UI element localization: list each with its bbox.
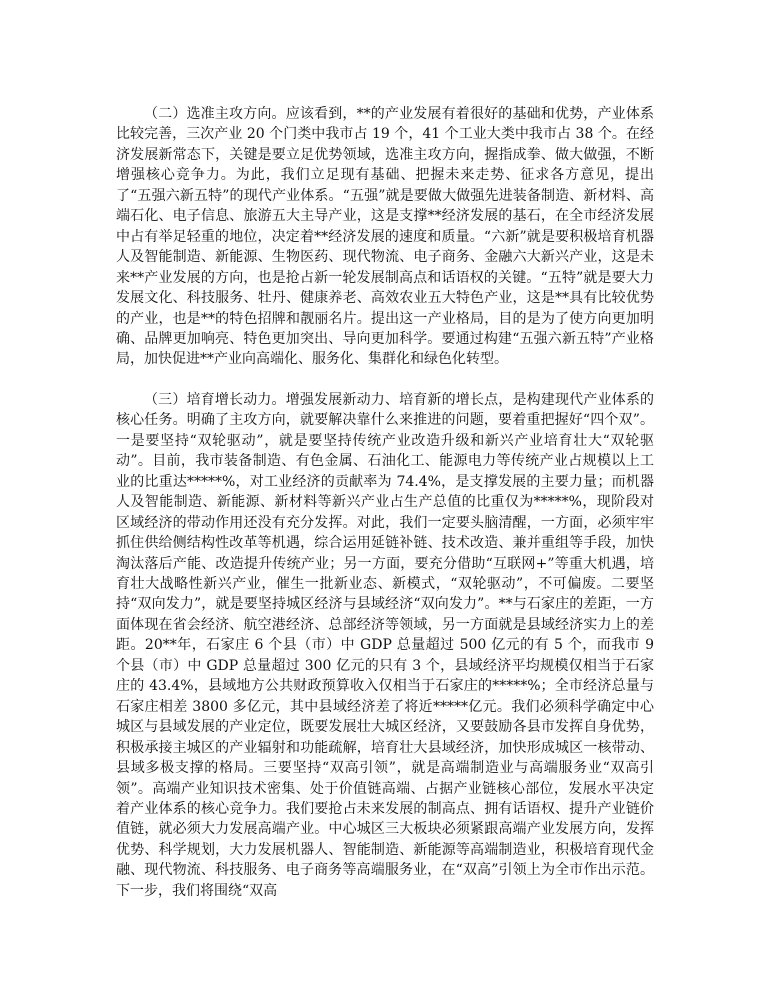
paragraph-growth-momentum: （三）培育增长动力。增强发展新动力、培育新的增长点，是构建现代产业体系的核心任务。明确了主攻方向，就要解决靠什么来推进的问题，要着重把握好“四个双”。一是要坚持“双轮驱动”，就是要坚持传统产业改造升级和新兴产业培育壮大“双轮驱动”。目前，我市装备制造、有色金属、石油化工、能源电力等传统产业占规模以上工业的比重达*****%，对工业经济的贡献率为 74.4%，是支撑发展的主要力量；而机器人及智能制造、新能源、新材料等新兴产业占生产总值的比重仅为*****%，现阶段对区域经济的带动作用还没有充分发挥。对此，我们一定要头脑清醒，一方面，必须牢牢抓住供给侧结构性改革等机遇，综合运用延链补链、技术改造、兼并重组等手段，加快淘汰落后产能、改造提升传统产业；另一方面，要充分借助“互联网+”等重大机遇，培育壮大战略性新兴产业，催生一批新业态、新模式，“双轮驱动”，不可偏废。二要坚持“双向发力”，就是要坚持城区经济与县域经济“双向发力”。**与石家庄的差距，一方面体现在省会经济、航空港经济、总部经济等领域，另一方面就是县域经济实力上的差距。20**年，石家庄 6 个县（市）中 GDP 总量超过 500 亿元的有 5 个，而我市 9 个县（市）中 GDP 总量超过 300 亿元的只有 3 个，县域经济平均规模仅相当于石家庄的 43.4%，县域地方公共财政预算收入仅相当于石家庄的*****%；全市经济总量与石家庄相差 3800 多亿元，其中县域经济差了将近*****亿元。我们必须科学确定中心城区与县域发展的产业定位，既要发展壮大城区经济，又要鼓励各县市发挥自身优势，积极承接主城区的产业辐射和功能疏解，培育壮大县域经济，加快形成城区一核带动、县域多极支撑的格局。三要坚持“双高引领”，就是高端制造业与高端服务业“双高引领”。高端产业知识技术密集、处于价值链高端、占据产业链核心部位，发展水平决定着产业体系的核心竞争力。我们要抢占未来发展的制高点、拥有话语权、提升产业链价值链，就必须大力发展高端产业。中心城区三大板块必须紧跟高端产业发展方向，发挥优势、科学规划，大力发展机器人、智能制造、新能源等高端制造业，积极培育现代金融、现代物流、科技服务、电子商务等高端服务业，在“双高”引领上为全市作出示范。下一步，我们将围绕“双高 [116, 391, 654, 899]
document-page [116, 104, 654, 901]
paragraph-select-direction: （二）选准主攻方向。应该看到，**的产业发展有着很好的基础和优势，产业体系比较完善，三次产业 20 个门类中我市占 19 个，41 个工业大类中我市占 38 个。在经济发展新常态下，关键是要立足优势领域，选准主攻方向，握指成拳、做大做强，不断增强核心竞争力。为此，我们立足现有基础、把握未来走势、征求各方意见，提出了“五强六新五特”的现代产业体系。“五强”就是要做大做强先进装备制造、新材料、高端石化、电子信息、旅游五大主导产业，这是支撑**经济发展的基石，在全市经济发展中占有举足轻重的地位，决定着**经济发展的速度和质量。“六新”就是要积极培育机器人及智能制造、新能源、生物医药、现代物流、电子商务、金融六大新兴产业，这是未来**产业发展的方向，也是抢占新一轮发展制高点和话语权的关键。“五特”就是要大力发展文化、科技服务、牡丹、健康养老、高效农业五大特色产业，这是**具有比较优势的产业，也是**的特色招牌和靓丽名片。提出这一产业格局，目的是为了使方向更加明确、品牌更加响亮、特色更加突出、导向更加科学。要通过构建“五强六新五特”产业格局，加快促进**产业向高端化、服务化、集群化和绿色化转型。 [116, 106, 654, 368]
